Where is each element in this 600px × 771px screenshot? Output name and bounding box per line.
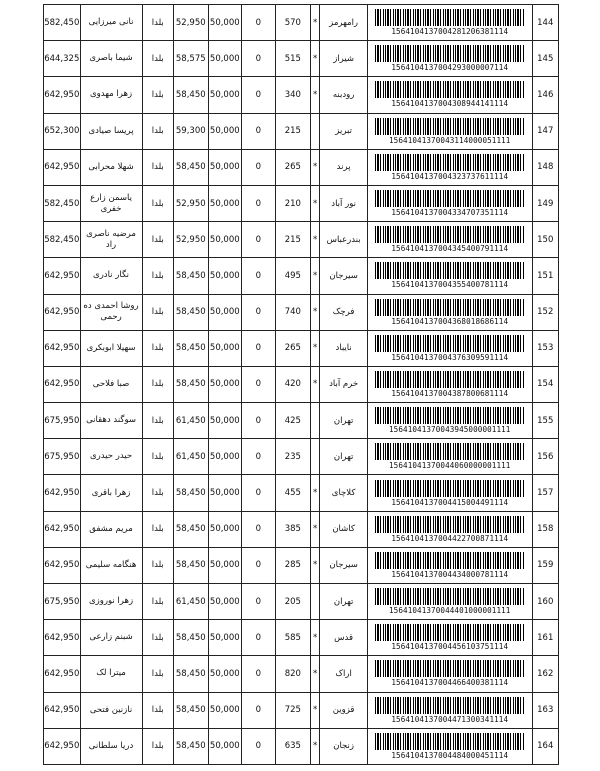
star-mark-cell: *: [311, 185, 320, 221]
count-cell: 725: [275, 692, 311, 728]
recipient-name-cell: مرضیه ناصری راد: [80, 222, 142, 258]
amount-cell: 58,450: [174, 547, 209, 583]
barcode-graphic: [375, 624, 525, 641]
recipient-name-cell: نازنین فتحی: [80, 692, 142, 728]
zero-cell: 0: [242, 330, 276, 366]
city-cell: رودبنه: [320, 77, 368, 113]
total-price-cell: 582,450: [44, 185, 81, 221]
count-cell: 265: [275, 330, 311, 366]
base-fee-cell: 50,000: [208, 692, 242, 728]
zero-cell: 0: [242, 222, 276, 258]
status-cell: بلدا: [142, 258, 173, 294]
count-cell: 265: [275, 149, 311, 185]
table-row: [44, 41, 559, 77]
barcode-graphic: [375, 154, 525, 171]
city-cell: خرم آباد: [320, 366, 368, 402]
count-cell: 495: [275, 258, 311, 294]
star-mark-cell: *: [311, 5, 320, 41]
barcode-graphic: [375, 407, 525, 424]
table-row: [44, 728, 559, 764]
table-row: [44, 584, 559, 620]
amount-cell: 61,450: [174, 584, 209, 620]
zero-cell: 0: [242, 547, 276, 583]
recipient-name-cell: شبنم زارعی: [80, 620, 142, 656]
amount-cell: 59,300: [174, 113, 209, 149]
amount-cell: 58,450: [174, 692, 209, 728]
base-fee-cell: 50,000: [208, 511, 242, 547]
zero-cell: 0: [242, 511, 276, 547]
tracking-code-text: 1564104137004345400791114: [391, 244, 509, 254]
tracking-code-text: 1564104137004456103751114: [391, 642, 509, 652]
amount-cell: 58,450: [174, 330, 209, 366]
star-mark-cell: *: [311, 656, 320, 692]
recipient-name-cell: سهیلا ابوبکری: [80, 330, 142, 366]
zero-cell: 0: [242, 584, 276, 620]
tracking-code-text: 1564104137004466400381114: [391, 678, 509, 688]
tracking-code-cell: [367, 330, 532, 366]
base-fee-cell: 50,000: [208, 584, 242, 620]
barcode-graphic: [375, 371, 525, 388]
recipient-name-cell: شهلا محرابی: [80, 149, 142, 185]
count-cell: 215: [275, 113, 311, 149]
zero-cell: 0: [242, 728, 276, 764]
recipient-name-cell: صبا فلاحی: [80, 366, 142, 402]
total-price-cell: 642,950: [44, 294, 81, 330]
recipient-name-cell: زهرا نوروزی: [80, 584, 142, 620]
table-row: [44, 294, 559, 330]
amount-cell: 58,450: [174, 656, 209, 692]
status-cell: بلدا: [142, 692, 173, 728]
tracking-code-cell: [367, 439, 532, 475]
amount-cell: 58,450: [174, 366, 209, 402]
zero-cell: 0: [242, 5, 276, 41]
status-cell: بلدا: [142, 475, 173, 511]
tracking-code-text: 1564104137004387800681114: [391, 388, 509, 398]
status-cell: بلدا: [142, 294, 173, 330]
status-cell: بلدا: [142, 77, 173, 113]
table-row: [44, 222, 559, 258]
status-cell: بلدا: [142, 149, 173, 185]
base-fee-cell: 50,000: [208, 294, 242, 330]
tracking-code-cell: [367, 620, 532, 656]
city-cell: سیرجان: [320, 258, 368, 294]
amount-cell: 58,450: [174, 511, 209, 547]
star-mark-cell: *: [311, 511, 320, 547]
recipient-name-cell: زهرا مهدوی: [80, 77, 142, 113]
row-number-cell: 147: [532, 113, 558, 149]
total-price-cell: 642,950: [44, 77, 81, 113]
tracking-code-cell: [367, 258, 532, 294]
total-price-cell: 675,950: [44, 403, 81, 439]
city-cell: پرند: [320, 149, 368, 185]
status-cell: بلدا: [142, 41, 173, 77]
star-mark-cell: [311, 113, 320, 149]
city-cell: نایباد: [320, 330, 368, 366]
status-cell: بلدا: [142, 185, 173, 221]
amount-cell: 58,450: [174, 475, 209, 511]
amount-cell: 58,450: [174, 620, 209, 656]
tracking-code-text: 1564104137004293000007114: [391, 63, 509, 73]
recipient-name-cell: مریم مشفق: [80, 511, 142, 547]
zero-cell: 0: [242, 403, 276, 439]
tracking-code-cell: [367, 584, 532, 620]
recipient-name-cell: یاسمن زارع خفری: [80, 185, 142, 221]
star-mark-cell: *: [311, 149, 320, 185]
zero-cell: 0: [242, 439, 276, 475]
star-mark-cell: [311, 584, 320, 620]
total-price-cell: 675,950: [44, 439, 81, 475]
tracking-code-text: 1564104137004368018686114: [391, 316, 509, 326]
tracking-code-text: 1564104137004376309591114: [391, 352, 509, 362]
base-fee-cell: 50,000: [208, 620, 242, 656]
amount-cell: 58,450: [174, 258, 209, 294]
tracking-code-cell: [367, 41, 532, 77]
star-mark-cell: *: [311, 41, 320, 77]
star-mark-cell: [311, 439, 320, 475]
base-fee-cell: 50,000: [208, 5, 242, 41]
zero-cell: 0: [242, 475, 276, 511]
status-cell: بلدا: [142, 620, 173, 656]
row-number-cell: 157: [532, 475, 558, 511]
table-row: [44, 475, 559, 511]
total-price-cell: 642,950: [44, 366, 81, 402]
zero-cell: 0: [242, 692, 276, 728]
zero-cell: 0: [242, 620, 276, 656]
zero-cell: 0: [242, 149, 276, 185]
amount-cell: 61,450: [174, 439, 209, 475]
star-mark-cell: *: [311, 77, 320, 113]
zero-cell: 0: [242, 41, 276, 77]
total-price-cell: 642,950: [44, 728, 81, 764]
tracking-code-text: 15641041370044401000001111: [389, 606, 511, 616]
row-number-cell: 162: [532, 656, 558, 692]
amount-cell: 58,575: [174, 41, 209, 77]
count-cell: 570: [275, 5, 311, 41]
total-price-cell: 644,325: [44, 41, 81, 77]
base-fee-cell: 50,000: [208, 439, 242, 475]
recipient-name-cell: سوگند دهقانی: [80, 403, 142, 439]
row-number-cell: 160: [532, 584, 558, 620]
barcode-graphic: [375, 190, 525, 207]
status-cell: بلدا: [142, 330, 173, 366]
row-number-cell: 152: [532, 294, 558, 330]
table-row: [44, 5, 559, 41]
recipient-name-cell: روشا احمدی ده رحمی: [80, 294, 142, 330]
base-fee-cell: 50,000: [208, 149, 242, 185]
table-row: [44, 692, 559, 728]
barcode-graphic: [375, 118, 525, 135]
tracking-code-text: 1564104137004334707351114: [391, 208, 509, 218]
count-cell: 740: [275, 294, 311, 330]
total-price-cell: 582,450: [44, 5, 81, 41]
barcode-graphic: [375, 480, 525, 497]
tracking-code-text: 15641041370043114000051111: [389, 135, 511, 145]
total-price-cell: 642,950: [44, 475, 81, 511]
tracking-code-cell: [367, 366, 532, 402]
tracking-code-text: 1564104137004281206381114: [391, 27, 509, 37]
star-mark-cell: *: [311, 222, 320, 258]
tracking-code-cell: [367, 692, 532, 728]
tracking-code-cell: [367, 149, 532, 185]
row-number-cell: 153: [532, 330, 558, 366]
amount-cell: 52,950: [174, 222, 209, 258]
table-row: [44, 620, 559, 656]
city-cell: سیرجان: [320, 547, 368, 583]
total-price-cell: 642,950: [44, 149, 81, 185]
star-mark-cell: *: [311, 692, 320, 728]
status-cell: بلدا: [142, 113, 173, 149]
amount-cell: 58,450: [174, 294, 209, 330]
tracking-code-text: 1564104137004415004491114: [391, 497, 509, 507]
barcode-graphic: [375, 226, 525, 243]
total-price-cell: 642,950: [44, 330, 81, 366]
zero-cell: 0: [242, 185, 276, 221]
tracking-code-text: 1564104137004434000781114: [391, 569, 509, 579]
tracking-code-cell: [367, 5, 532, 41]
status-cell: بلدا: [142, 728, 173, 764]
count-cell: 215: [275, 222, 311, 258]
star-mark-cell: *: [311, 294, 320, 330]
total-price-cell: 642,950: [44, 656, 81, 692]
row-number-cell: 146: [532, 77, 558, 113]
count-cell: 205: [275, 584, 311, 620]
tracking-code-cell: [367, 77, 532, 113]
row-number-cell: 158: [532, 511, 558, 547]
tracking-code-text: 1564104137004484000451114: [391, 750, 509, 760]
total-price-cell: 642,950: [44, 258, 81, 294]
count-cell: 235: [275, 439, 311, 475]
city-cell: تهران: [320, 439, 368, 475]
count-cell: 425: [275, 403, 311, 439]
zero-cell: 0: [242, 258, 276, 294]
tracking-code-cell: [367, 511, 532, 547]
table-row: [44, 185, 559, 221]
tracking-code-text: 1564104137004308944141114: [391, 99, 509, 109]
star-mark-cell: [311, 403, 320, 439]
status-cell: بلدا: [142, 403, 173, 439]
total-price-cell: 642,950: [44, 692, 81, 728]
recipient-name-cell: میترا لک: [80, 656, 142, 692]
total-price-cell: 642,950: [44, 620, 81, 656]
shipment-table-body: [44, 5, 559, 765]
star-mark-cell: *: [311, 475, 320, 511]
status-cell: بلدا: [142, 366, 173, 402]
count-cell: 515: [275, 41, 311, 77]
base-fee-cell: 50,000: [208, 222, 242, 258]
city-cell: کلاچای: [320, 475, 368, 511]
status-cell: بلدا: [142, 547, 173, 583]
barcode-graphic: [375, 443, 525, 460]
count-cell: 285: [275, 547, 311, 583]
tracking-code-text: 1564104137004323737611114: [391, 171, 509, 181]
base-fee-cell: 50,000: [208, 403, 242, 439]
base-fee-cell: 50,000: [208, 41, 242, 77]
barcode-graphic: [375, 588, 525, 605]
row-number-cell: 159: [532, 547, 558, 583]
barcode-graphic: [375, 552, 525, 569]
table-row: [44, 511, 559, 547]
total-price-cell: 582,450: [44, 222, 81, 258]
city-cell: تبریز: [320, 113, 368, 149]
barcode-graphic: [375, 9, 525, 26]
row-number-cell: 163: [532, 692, 558, 728]
table-row: [44, 403, 559, 439]
star-mark-cell: *: [311, 258, 320, 294]
recipient-name-cell: زهرا باقری: [80, 475, 142, 511]
zero-cell: 0: [242, 656, 276, 692]
table-row: [44, 149, 559, 185]
row-number-cell: 148: [532, 149, 558, 185]
tracking-code-cell: [367, 547, 532, 583]
total-price-cell: 642,950: [44, 511, 81, 547]
base-fee-cell: 50,000: [208, 728, 242, 764]
city-cell: قزوین: [320, 692, 368, 728]
status-cell: بلدا: [142, 222, 173, 258]
status-cell: بلدا: [142, 511, 173, 547]
barcode-graphic: [375, 516, 525, 533]
base-fee-cell: 50,000: [208, 113, 242, 149]
amount-cell: 52,950: [174, 5, 209, 41]
base-fee-cell: 50,000: [208, 330, 242, 366]
barcode-graphic: [375, 335, 525, 352]
recipient-name-cell: پریسا صیادی: [80, 113, 142, 149]
recipient-name-cell: حیدر حیدری: [80, 439, 142, 475]
total-price-cell: 652,300: [44, 113, 81, 149]
recipient-name-cell: شیما باصری: [80, 41, 142, 77]
star-mark-cell: *: [311, 330, 320, 366]
status-cell: بلدا: [142, 5, 173, 41]
row-number-cell: 150: [532, 222, 558, 258]
zero-cell: 0: [242, 77, 276, 113]
city-cell: نور آباد: [320, 185, 368, 221]
city-cell: تهران: [320, 403, 368, 439]
count-cell: 210: [275, 185, 311, 221]
count-cell: 420: [275, 366, 311, 402]
amount-cell: 58,450: [174, 149, 209, 185]
base-fee-cell: 50,000: [208, 656, 242, 692]
count-cell: 820: [275, 656, 311, 692]
tracking-code-cell: [367, 728, 532, 764]
barcode-graphic: [375, 733, 525, 750]
count-cell: 585: [275, 620, 311, 656]
city-cell: قدس: [320, 620, 368, 656]
status-cell: بلدا: [142, 439, 173, 475]
tracking-code-text: 15641041370044060000001111: [389, 461, 511, 471]
tracking-code-cell: [367, 222, 532, 258]
tracking-code-cell: [367, 185, 532, 221]
city-cell: اراک: [320, 656, 368, 692]
barcode-graphic: [375, 697, 525, 714]
count-cell: 385: [275, 511, 311, 547]
city-cell: کاشان: [320, 511, 368, 547]
barcode-graphic: [375, 81, 525, 98]
count-cell: 635: [275, 728, 311, 764]
table-row: [44, 77, 559, 113]
barcode-graphic: [375, 660, 525, 677]
star-mark-cell: *: [311, 366, 320, 402]
row-number-cell: 161: [532, 620, 558, 656]
tracking-code-cell: [367, 403, 532, 439]
row-number-cell: 144: [532, 5, 558, 41]
tracking-code-text: 1564104137004355400781114: [391, 280, 509, 290]
tracking-code-cell: [367, 113, 532, 149]
total-price-cell: 642,950: [44, 547, 81, 583]
count-cell: 455: [275, 475, 311, 511]
base-fee-cell: 50,000: [208, 475, 242, 511]
row-number-cell: 156: [532, 439, 558, 475]
base-fee-cell: 50,000: [208, 185, 242, 221]
status-cell: بلدا: [142, 584, 173, 620]
tracking-code-cell: [367, 656, 532, 692]
amount-cell: 58,450: [174, 77, 209, 113]
base-fee-cell: 50,000: [208, 366, 242, 402]
row-number-cell: 155: [532, 403, 558, 439]
tracking-code-text: 1564104137004422700871114: [391, 533, 509, 543]
barcode-graphic: [375, 45, 525, 62]
amount-cell: 61,450: [174, 403, 209, 439]
zero-cell: 0: [242, 294, 276, 330]
city-cell: رامهرمز: [320, 5, 368, 41]
table-row: [44, 330, 559, 366]
base-fee-cell: 50,000: [208, 77, 242, 113]
tracking-code-text: 1564104137004471300341114: [391, 714, 509, 724]
status-cell: بلدا: [142, 656, 173, 692]
table-row: [44, 113, 559, 149]
row-number-cell: 145: [532, 41, 558, 77]
recipient-name-cell: نانی میرزایی: [80, 5, 142, 41]
star-mark-cell: *: [311, 547, 320, 583]
table-row: [44, 366, 559, 402]
star-mark-cell: *: [311, 620, 320, 656]
tracking-code-cell: [367, 475, 532, 511]
city-cell: بندرعباس: [320, 222, 368, 258]
tracking-code-cell: [367, 294, 532, 330]
tracking-code-text: 15641041370043945000001111: [389, 425, 511, 435]
row-number-cell: 151: [532, 258, 558, 294]
count-cell: 340: [275, 77, 311, 113]
city-cell: زنجان: [320, 728, 368, 764]
table-row: [44, 258, 559, 294]
zero-cell: 0: [242, 366, 276, 402]
shipment-table: [43, 4, 559, 765]
amount-cell: 52,950: [174, 185, 209, 221]
row-number-cell: 154: [532, 366, 558, 402]
base-fee-cell: 50,000: [208, 258, 242, 294]
row-number-cell: 164: [532, 728, 558, 764]
city-cell: شیراز: [320, 41, 368, 77]
base-fee-cell: 50,000: [208, 547, 242, 583]
star-mark-cell: *: [311, 728, 320, 764]
recipient-name-cell: دریا سلطانی: [80, 728, 142, 764]
table-row: [44, 656, 559, 692]
table-row: [44, 547, 559, 583]
barcode-graphic: [375, 299, 525, 316]
row-number-cell: 149: [532, 185, 558, 221]
city-cell: تهران: [320, 584, 368, 620]
recipient-name-cell: هنگامه سلیمی: [80, 547, 142, 583]
barcode-graphic: [375, 262, 525, 279]
city-cell: فرچک: [320, 294, 368, 330]
total-price-cell: 675,950: [44, 584, 81, 620]
amount-cell: 58,450: [174, 728, 209, 764]
table-row: [44, 439, 559, 475]
zero-cell: 0: [242, 113, 276, 149]
recipient-name-cell: نگار نادری: [80, 258, 142, 294]
